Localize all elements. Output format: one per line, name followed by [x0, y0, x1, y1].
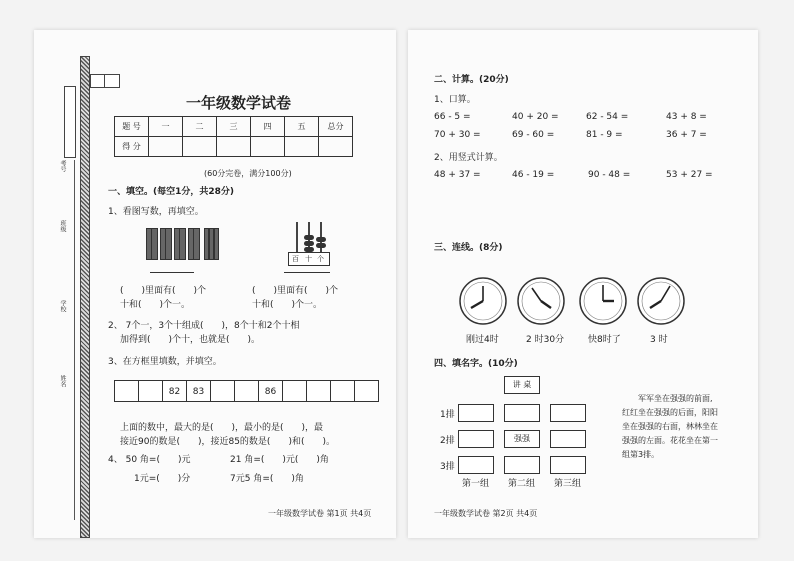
answer-line: [150, 272, 194, 273]
podium-box: 讲 桌: [504, 376, 540, 394]
seat-box[interactable]: [550, 456, 586, 474]
score-cell[interactable]: [183, 137, 217, 157]
seat-box[interactable]: [504, 404, 540, 422]
story-line: 军军坐在强强的前面,: [638, 394, 713, 403]
side-label-school: 学校: [59, 300, 66, 312]
question-3: 3、在方框里填数，并填空。: [108, 357, 222, 367]
side-label-exam-no: 考号: [59, 160, 66, 172]
page-footer: 一年级数学试卷 第1页 共4页: [268, 509, 372, 518]
score-header: 四: [251, 117, 285, 137]
question-4-line-2b: 7元5 角=( )角: [230, 474, 304, 484]
number-box-filled: 82: [162, 380, 187, 402]
page-footer: 一年级数学试卷 第2页 共4页: [434, 509, 538, 518]
number-box-empty[interactable]: [330, 380, 355, 402]
abacus-label-ones: 个: [317, 255, 324, 263]
id-boxes: [64, 86, 76, 158]
section-4-title: 四、填名字。(10分): [434, 359, 518, 369]
question-2-line-1: 2、 7个一，3个十组成( )，8个十和2个十相: [108, 321, 300, 331]
row-label: 3排: [440, 462, 455, 472]
question-3-fill-line-2: 接近90的数是( )，接近85的数是( )和( )。: [120, 437, 335, 447]
oral-item: 40 + 20 =: [512, 112, 559, 122]
section-3-title: 三、连线。(8分): [434, 243, 503, 253]
score-header: 总分: [319, 117, 353, 137]
seat-box[interactable]: [458, 430, 494, 448]
score-cell[interactable]: [285, 137, 319, 157]
seat-box[interactable]: [504, 456, 540, 474]
oral-item: 66 - 5 =: [434, 112, 471, 122]
oral-item: 70 + 30 =: [434, 130, 481, 140]
question-4-line-1b: 21 角=( )元( )角: [230, 455, 329, 465]
score-table: [114, 116, 353, 157]
fill-1-left-line-1: ( )里面有( )个: [120, 286, 207, 296]
clock-icon: [636, 276, 686, 326]
abacus-label-hundreds: 百: [292, 255, 299, 263]
exam-page-2: [408, 30, 758, 538]
vertical-item: 90 - 48 =: [588, 170, 631, 180]
story-line: 强强的左面。花花坐在第一: [622, 436, 718, 445]
row-label: 2排: [440, 436, 455, 446]
story-line: 组第3排。: [622, 450, 660, 459]
clock-icon: [458, 276, 508, 326]
question-4-line-2a: 1元=( )分: [134, 474, 191, 484]
score-cell[interactable]: [319, 137, 353, 157]
binding-line: [74, 160, 75, 520]
fill-1-left-line-2: 十和( )个一。: [120, 300, 191, 310]
number-box-empty[interactable]: [234, 380, 259, 402]
oral-title: 1、口算。: [434, 95, 476, 105]
side-label-class: 班级: [59, 220, 66, 232]
clock-label: 2 时30分: [526, 335, 565, 345]
vertical-title: 2、用竖式计算。: [434, 153, 503, 163]
score-cell[interactable]: [251, 137, 285, 157]
question-4-line-1a: 4、 50 角=( )元: [108, 455, 191, 465]
score-header: 五: [285, 117, 319, 137]
number-box-empty[interactable]: [210, 380, 235, 402]
score-header: 三: [217, 117, 251, 137]
number-box-empty[interactable]: [282, 380, 307, 402]
oral-item: 62 - 54 =: [586, 112, 629, 122]
clock-icon: [516, 276, 566, 326]
number-box-empty[interactable]: [114, 380, 139, 402]
exam-page-1: [34, 30, 396, 538]
section-2-title: 二、计算。(20分): [434, 75, 509, 85]
clock-icon: [578, 276, 628, 326]
number-box-filled: 86: [258, 380, 283, 402]
oral-item: 36 + 7 =: [666, 130, 707, 140]
corner-box: [104, 74, 120, 88]
score-header: 一: [149, 117, 183, 137]
score-row-label: 得 分: [115, 137, 149, 157]
vertical-item: 46 - 19 =: [512, 170, 555, 180]
clock-label: 3 时: [650, 335, 668, 345]
question-2-line-2: 加得到( )个十，也就是( )。: [120, 335, 261, 345]
score-cell[interactable]: [217, 137, 251, 157]
number-box-empty[interactable]: [306, 380, 331, 402]
oral-item: 69 - 60 =: [512, 130, 555, 140]
group-label: 第一组: [462, 479, 490, 489]
oral-item: 81 - 9 =: [586, 130, 623, 140]
clock-label: 快8时了: [588, 335, 621, 345]
seating-story: [622, 392, 718, 462]
exam-note: (60分完卷，满分100分): [204, 169, 292, 178]
row-label: 1排: [440, 410, 455, 420]
clock-label: 刚过4时: [466, 335, 499, 345]
seat-box-center: 强强: [504, 430, 540, 448]
score-cell[interactable]: [149, 137, 183, 157]
abacus-label-tens: 十: [305, 255, 312, 263]
score-header: 题 号: [115, 117, 149, 137]
seat-box[interactable]: [458, 456, 494, 474]
binding-strip: [80, 56, 90, 538]
group-label: 第三组: [554, 479, 582, 489]
page-title: 一年级数学试卷: [186, 94, 292, 112]
fill-1-right-line-1: ( )里面有( )个: [252, 286, 339, 296]
section-1-title: 一、填空。(每空1分，共28分): [108, 187, 235, 197]
oral-item: 43 + 8 =: [666, 112, 707, 122]
vertical-item: 53 + 27 =: [666, 170, 713, 180]
question-1: 1、看图写数，再填空。: [108, 207, 204, 217]
seat-box[interactable]: [550, 430, 586, 448]
answer-line: [284, 272, 330, 273]
score-header: 二: [183, 117, 217, 137]
question-3-fill-line-1: 上面的数中，最大的是( )，最小的是( )，最: [120, 423, 324, 433]
fill-1-right-line-2: 十和( )个一。: [252, 300, 323, 310]
vertical-item: 48 + 37 =: [434, 170, 481, 180]
side-label-name: 姓名: [59, 375, 66, 387]
story-line: 坐在强强的右面，林林坐在: [622, 422, 718, 431]
seat-box[interactable]: [550, 404, 586, 422]
number-box-empty[interactable]: [138, 380, 163, 402]
story-line: 红红坐在强强的后面，阳阳: [622, 408, 718, 417]
seat-box[interactable]: [458, 404, 494, 422]
number-box-filled: 83: [186, 380, 211, 402]
group-label: 第二组: [508, 479, 536, 489]
number-box-empty[interactable]: [354, 380, 379, 402]
